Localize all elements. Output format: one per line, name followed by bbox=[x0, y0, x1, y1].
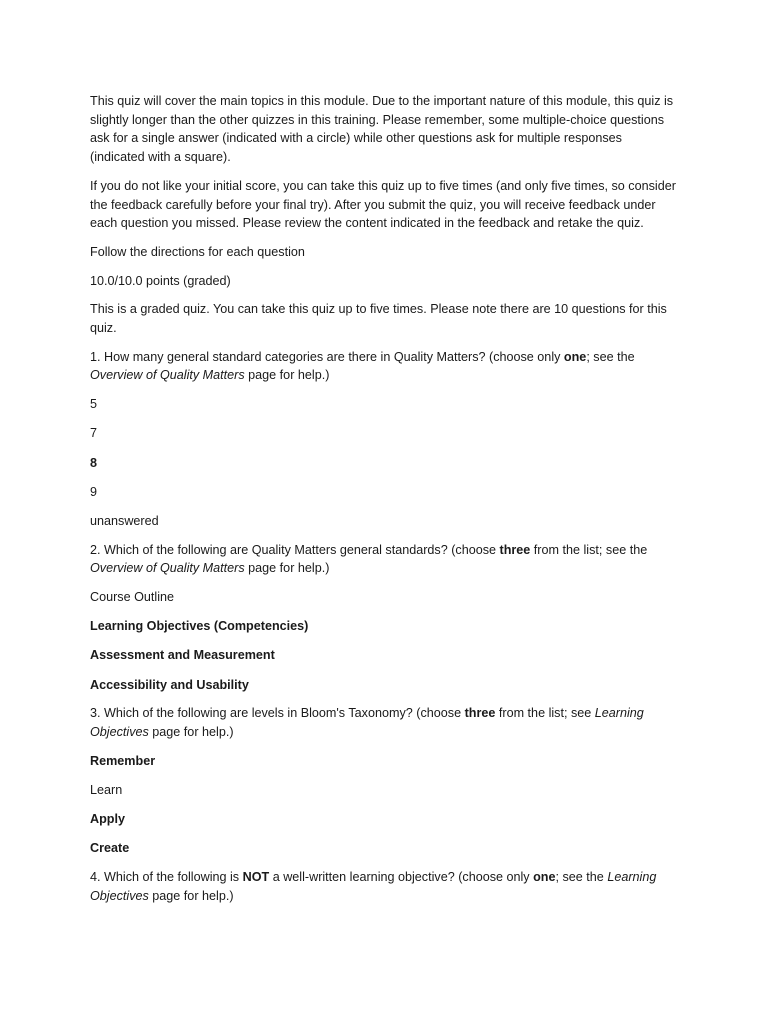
question-1-text-mid: ; see the bbox=[586, 349, 635, 364]
question-1-reference: Overview of Quality Matters bbox=[90, 368, 245, 383]
question-1-text-pre: 1. How many general standard categories are there in Quality Matters? (choose only bbox=[90, 349, 564, 364]
question-2-text-mid: from the list; see the bbox=[530, 542, 648, 557]
question-2-emphasis: three bbox=[499, 542, 531, 557]
graded-note: This is a graded quiz. You can take this quiz up to five times. Please note there are 10 questions for this quiz. bbox=[90, 302, 667, 336]
question-1-text-post: page for help.) bbox=[244, 368, 330, 383]
q2-option-course-outline[interactable]: Course Outline bbox=[90, 590, 174, 605]
question-1-emphasis: one bbox=[563, 349, 587, 364]
question-2-reference: Overview of Quality Matters bbox=[90, 561, 245, 576]
q1-option-5[interactable]: 5 bbox=[90, 397, 98, 412]
question-4-text-mid2: ; see the bbox=[555, 870, 608, 885]
q1-option-9[interactable]: 9 bbox=[90, 484, 98, 499]
question-2-text-pre: 2. Which of the following are Quality Matters general standards? (choose bbox=[90, 542, 500, 557]
q1-option-7[interactable]: 7 bbox=[90, 426, 98, 441]
q1-option-unanswered[interactable]: unanswered bbox=[90, 513, 159, 528]
question-4-text-mid1: a well-written learning objective? (choose only bbox=[269, 870, 534, 885]
question-3-reference: Learning Objectives bbox=[90, 706, 644, 740]
question-3-emphasis: three bbox=[464, 706, 496, 721]
points-text: 10.0/10.0 points (graded) bbox=[90, 273, 231, 288]
q2-option-accessibility-selected[interactable]: Accessibility and Usability bbox=[90, 677, 249, 692]
directions-text: Follow the directions for each question bbox=[90, 244, 305, 259]
q2-option-learning-objectives-selected[interactable]: Learning Objectives (Competencies) bbox=[90, 619, 309, 634]
q2-option-assessment-selected[interactable]: Assessment and Measurement bbox=[90, 648, 275, 663]
question-4-text-post: page for help.) bbox=[148, 888, 234, 903]
question-4-reference: Learning Objectives bbox=[90, 870, 657, 903]
question-1-prompt bbox=[90, 348, 678, 385]
question-3-prompt bbox=[90, 704, 678, 741]
q3-option-apply-selected[interactable]: Apply bbox=[90, 812, 125, 827]
question-4-prompt bbox=[90, 868, 678, 905]
question-2-prompt bbox=[90, 541, 678, 578]
question-4-text-pre: 4. Which of the following is bbox=[90, 870, 243, 885]
question-3-text-post: page for help.) bbox=[148, 725, 234, 740]
q3-option-remember-selected[interactable]: Remember bbox=[90, 753, 156, 768]
q3-option-learn[interactable]: Learn bbox=[90, 782, 123, 797]
question-3-text-pre: 3. Which of the following are levels in Bloom's Taxonomy? (choose bbox=[90, 706, 465, 721]
intro-paragraph-1: This quiz will cover the main topics in this module. Due to the important nature of this module, this quiz is slightly longer than the other quizzes in this training. Please remember, some multiple-choice questions ask for a single answer (indicated with a circle) while other questions ask for multiple responses (indicated with a square). bbox=[90, 94, 674, 165]
question-3-text-mid: from the list; see bbox=[495, 706, 595, 721]
q3-option-create-selected[interactable]: Create bbox=[90, 841, 130, 856]
q1-option-8-selected[interactable]: 8 bbox=[90, 455, 98, 470]
intro-paragraph-2: If you do not like your initial score, you can take this quiz up to five times (and only five times, so consider the feedback carefully before your final try). After you submit the quiz, you will receive feedback under each question you missed. Please review the content indicated in the feedback and retake the quiz. bbox=[90, 178, 676, 231]
question-4-emphasis-one: one bbox=[533, 870, 556, 885]
question-4-emphasis-not: NOT bbox=[242, 870, 270, 885]
question-2-text-post: page for help.) bbox=[244, 561, 330, 576]
